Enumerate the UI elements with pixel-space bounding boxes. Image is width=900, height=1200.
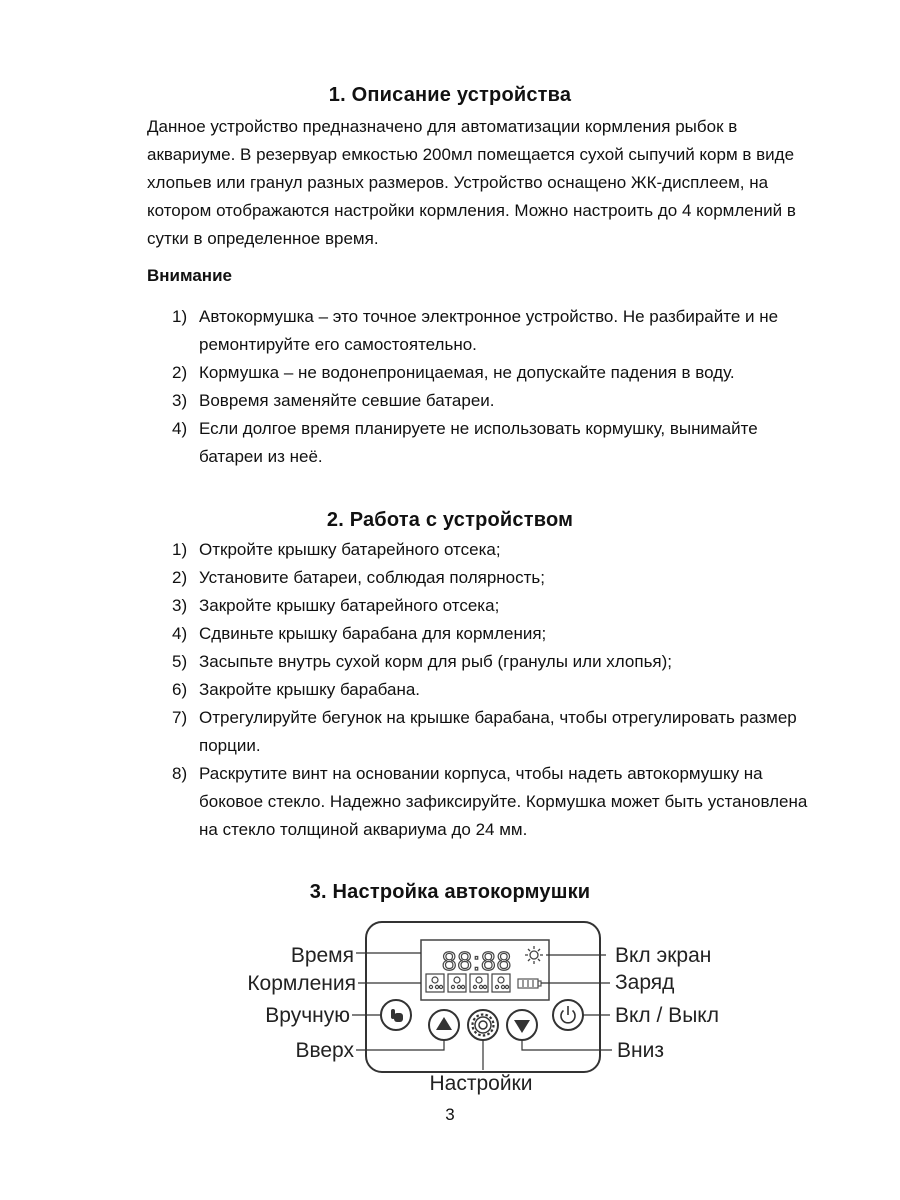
label-feedings: Кормления xyxy=(247,972,356,995)
label-down: Вниз xyxy=(617,1039,664,1062)
list-number: 1) xyxy=(172,307,188,326)
list-number: 3) xyxy=(172,391,188,410)
label-manual: Вручную xyxy=(265,1004,350,1027)
label-settings: Настройки xyxy=(429,1072,533,1095)
power-button[interactable] xyxy=(553,1000,583,1030)
section1-paragraph: Данное устройство предназначено для автоматизации кормления рыбок в аквариуме. В резервуар емкостью 200мл помещается сухой сыпучий корм в виде хлопьев или гранул разных размеров. Устройство оснащено ЖК-дисплеем, на котором отображаются настройки кормления. Можно настроить до 4 кормлений в сутки в определенное время. xyxy=(147,117,796,248)
battery-icon xyxy=(518,979,541,988)
list-number: 8) xyxy=(172,764,188,783)
label-screen-on: Вкл экран xyxy=(615,944,712,967)
list-number: 5) xyxy=(172,652,188,671)
label-time: Время xyxy=(290,944,354,967)
list-number: 2) xyxy=(172,363,188,382)
list-number: 4) xyxy=(172,624,188,643)
list-text: Раскрутите винт на основании корпуса, чтобы надеть автокормушку на боковое стекло. Надежно зафиксируйте. Кормушка может быть установлена на стекло толщиной аквариума до 24 мм. xyxy=(199,764,808,839)
list-number: 1) xyxy=(172,540,188,559)
list-number: 4) xyxy=(172,419,188,438)
list-text: Кормушка – не водонепроницаемая, не допускайте падения в воду. xyxy=(199,363,735,382)
down-button[interactable] xyxy=(507,1010,537,1040)
manual-feed-button[interactable] xyxy=(381,1000,411,1030)
label-charge: Заряд xyxy=(615,971,675,994)
list-text: Если долгое время планируете не использовать кормушку, вынимайте батареи из неё. xyxy=(199,419,758,466)
list-number: 3) xyxy=(172,596,188,615)
section2-title: 2. Работа с устройством xyxy=(326,509,574,531)
settings-button[interactable] xyxy=(468,1010,498,1040)
list-text: Автокормушка – это точное электронное устройство. Не разбирайте и не ремонтируйте его самостоятельно. xyxy=(199,307,779,354)
label-power: Вкл / Выкл xyxy=(615,1004,719,1027)
list-text: Сдвиньте крышку барабана для кормления; xyxy=(199,624,547,643)
list-text: Отрегулируйте бегунок на крышке барабана, чтобы отрегулировать размер порции. xyxy=(199,708,797,755)
list-text: Вовремя заменяйте севшие батареи. xyxy=(199,391,495,410)
list-text: Закройте крышку барабана. xyxy=(199,680,421,699)
list-number: 2) xyxy=(172,568,188,587)
section1-title: 1. Описание устройства xyxy=(328,84,572,106)
warning-title: Внимание xyxy=(147,266,232,285)
page-number: 3 xyxy=(445,1105,455,1124)
list-number: 6) xyxy=(172,680,188,699)
section3-title: 3. Настройка автокормушки xyxy=(309,881,591,903)
list-number: 7) xyxy=(172,708,188,727)
list-text: Засыпьте внутрь сухой корм для рыб (гранулы или хлопья); xyxy=(199,652,673,671)
label-up: Вверх xyxy=(295,1039,354,1062)
list-text: Откройте крышку батарейного отсека; xyxy=(199,540,501,559)
feeding-slots xyxy=(426,974,510,992)
up-button[interactable] xyxy=(429,1010,459,1040)
list-text: Закройте крышку батарейного отсека; xyxy=(199,596,500,615)
sun-icon xyxy=(525,946,543,964)
lcd-digits: 88:88 xyxy=(442,946,513,976)
list-text: Установите батареи, соблюдая полярность; xyxy=(199,568,545,587)
